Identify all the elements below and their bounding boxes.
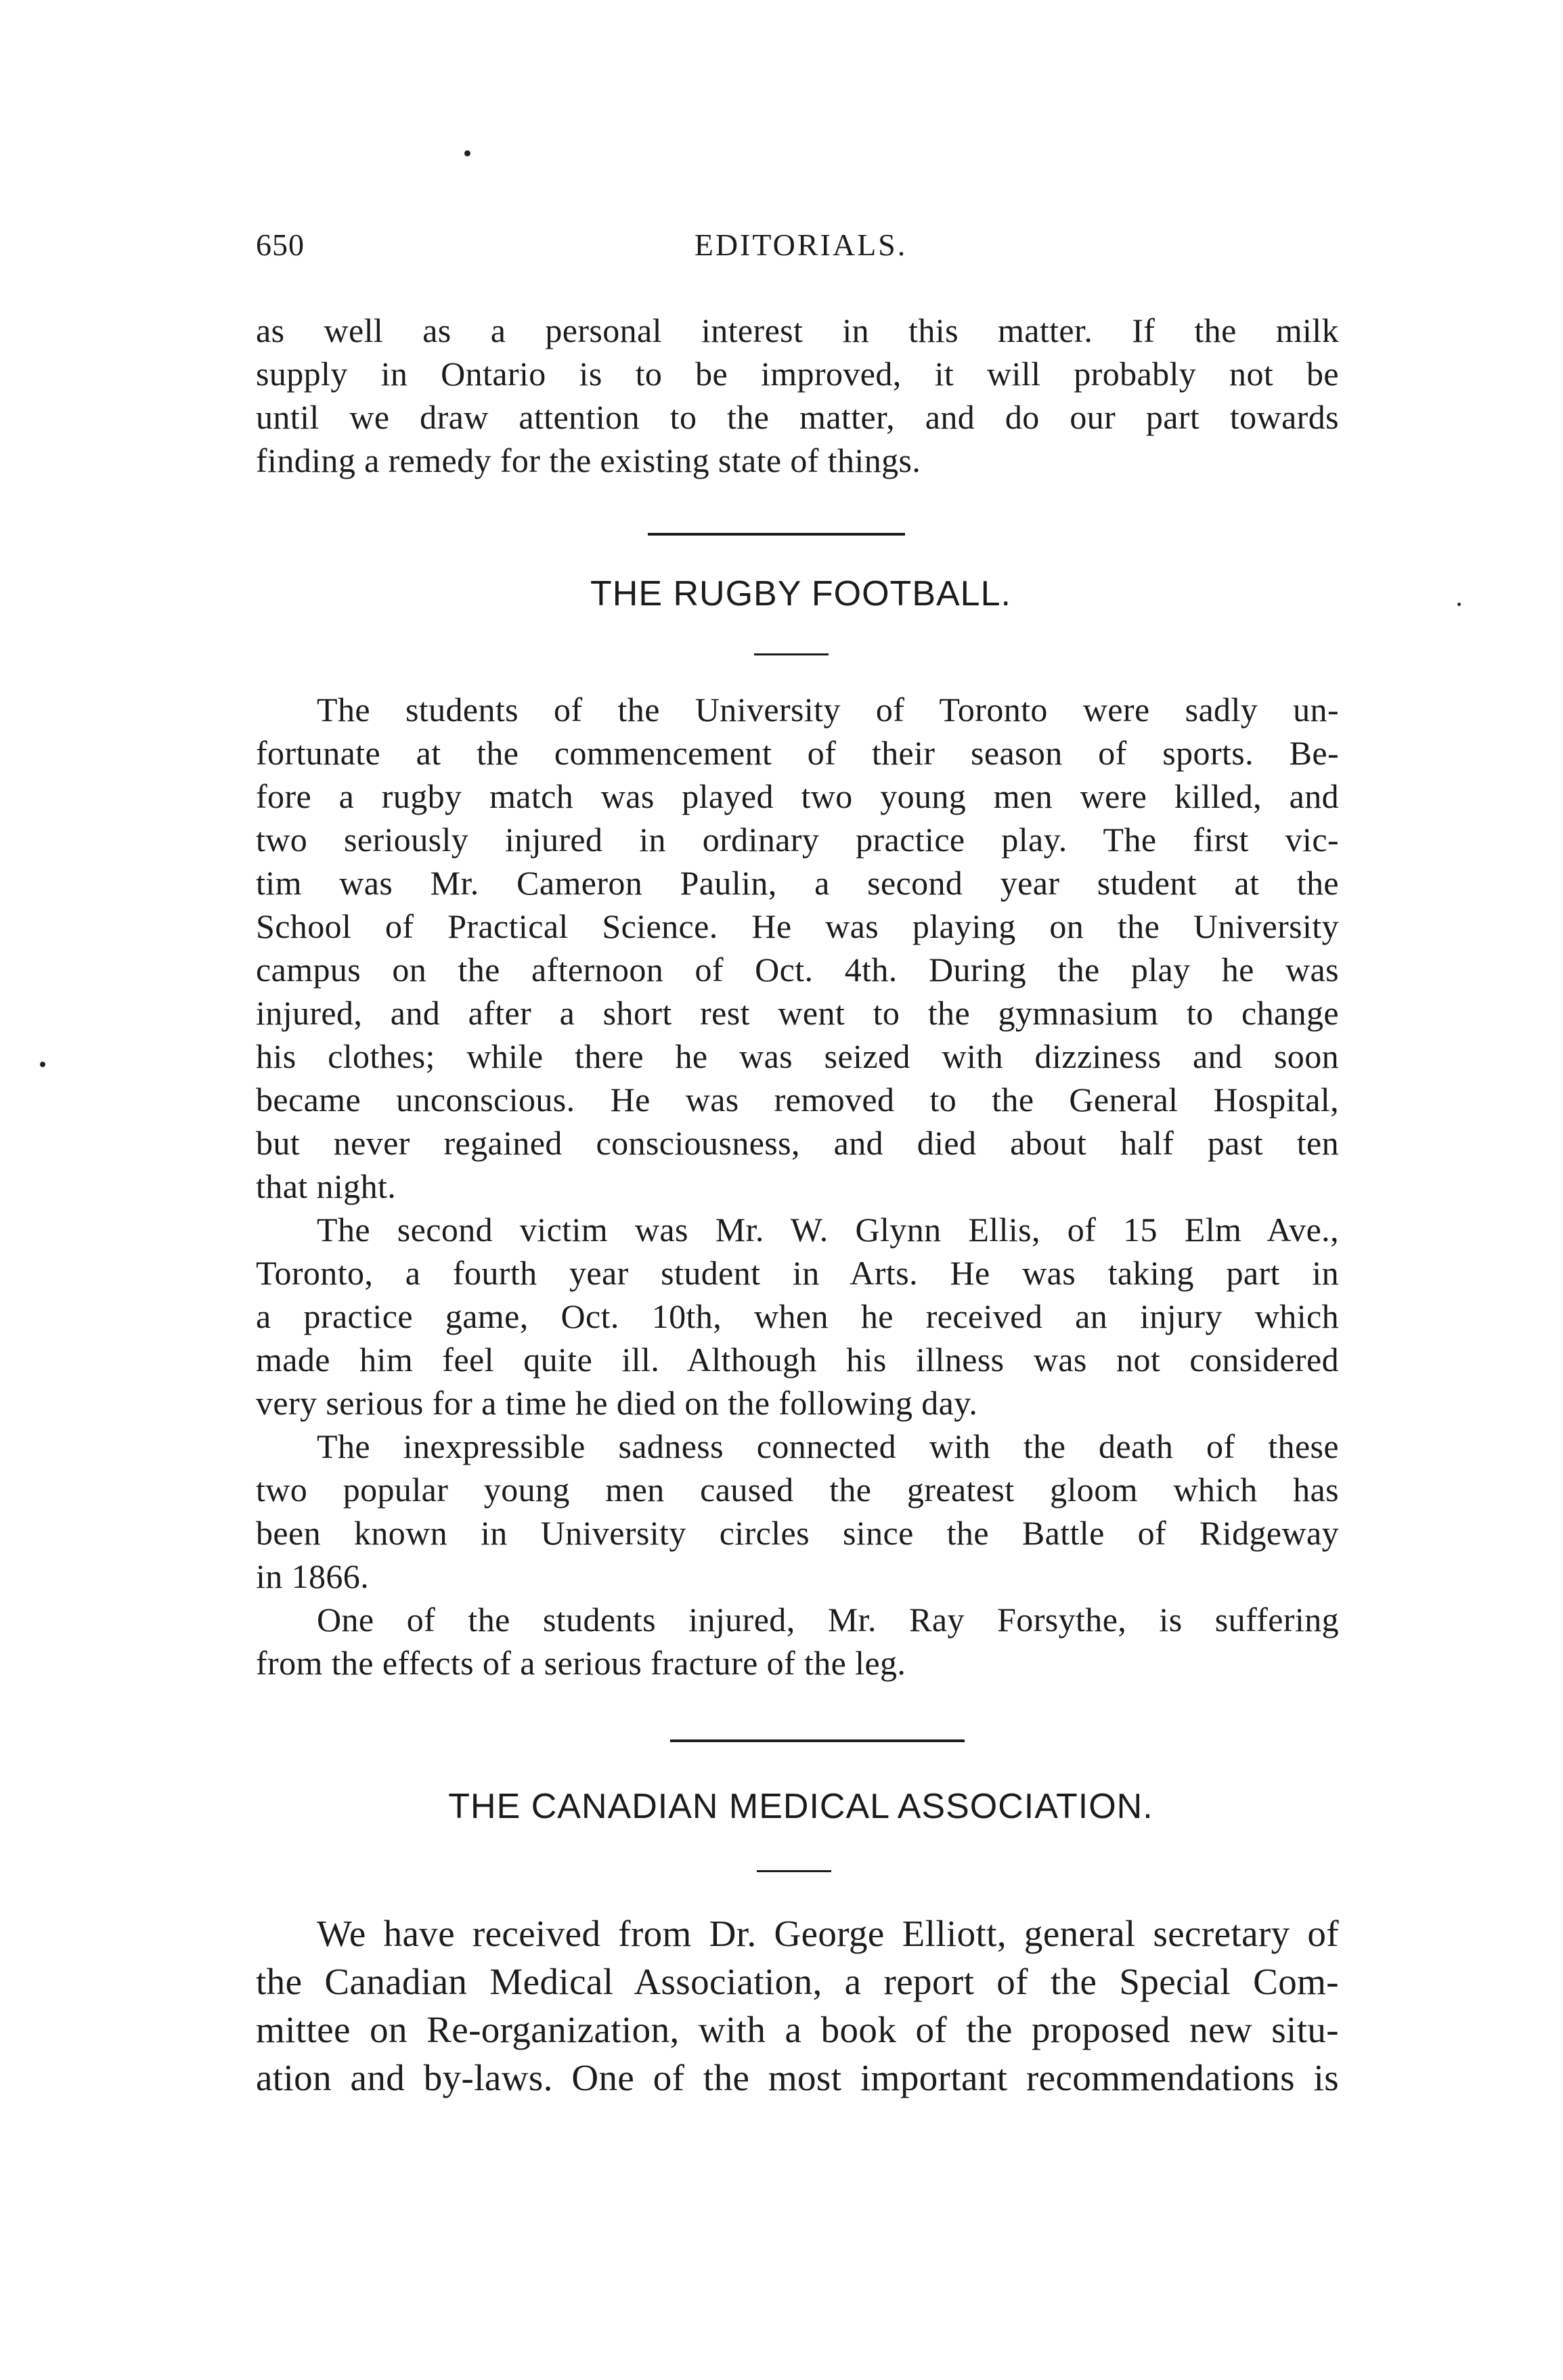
text-line: tim was Mr. Cameron Paulin, a second year student at the (256, 864, 1339, 902)
text-line: campus on the afternoon of Oct. 4th. During the play he was (256, 951, 1339, 989)
page-number: 650 (256, 228, 305, 262)
text-line: two popular young men caused the greatest gloom which has (256, 1471, 1339, 1509)
text-line: as well as a personal interest in this matter. If the milk (256, 311, 1339, 349)
text-line: The inexpressible sadness connected with the death of these (317, 1427, 1339, 1465)
ink-speck (40, 1062, 45, 1067)
text-line: We have received from Dr. George Elliott, general secretary of (317, 1913, 1339, 1954)
text-line: until we draw attention to the matter, and do our part towards (256, 398, 1339, 436)
text-line: in 1866. (256, 1557, 370, 1595)
text-line: became unconscious. He was removed to the General Hospital, (256, 1081, 1339, 1119)
heading-rule (757, 1870, 831, 1872)
text-line: fore a rugby match was played two young men were killed, and (256, 777, 1339, 815)
text-line: the Canadian Medical Association, a report of the Special Com- (256, 1961, 1339, 2002)
text-line: from the effects of a serious fracture of the leg. (256, 1644, 906, 1682)
text-line: but never regained consciousness, and died about half past ten (256, 1124, 1339, 1162)
text-line: School of Practical Science. He was playing on the University (256, 907, 1339, 945)
ink-speck (1457, 603, 1461, 606)
text-line: a practice game, Oct. 10th, when he received an injury which (256, 1297, 1339, 1335)
text-line: mittee on Re-organization, with a book of the proposed new situ- (256, 2009, 1339, 2050)
section-divider (670, 1739, 965, 1742)
text-line: that night. (256, 1167, 397, 1205)
text-line: finding a remedy for the existing state of things. (256, 441, 921, 479)
text-line: two seriously injured in ordinary practice play. The first vic- (256, 821, 1339, 859)
text-line: The second victim was Mr. W. Glynn Ellis, of 15 Elm Ave., (317, 1211, 1339, 1249)
text-line: Toronto, a fourth year student in Arts. He was taking part in (256, 1254, 1339, 1292)
text-line: made him feel quite ill. Although his illness was not considered (256, 1341, 1339, 1379)
running-title: EDITORIALS. (694, 228, 908, 262)
text-line: One of the students injured, Mr. Ray Forsythe, is suffering (317, 1601, 1339, 1639)
page-header (256, 227, 1346, 267)
section-divider (648, 533, 905, 536)
ink-speck (464, 150, 470, 156)
text-line: ation and by-laws. One of the most important recommendations is (256, 2057, 1339, 2098)
text-line: injured, and after a short rest went to the gymnasium to change (256, 994, 1339, 1032)
text-line: fortunate at the commencement of their season of sports. Be- (256, 734, 1339, 772)
text-line: supply in Ontario is to be improved, it will probably not be (256, 355, 1339, 393)
text-line: very serious for a time he died on the following day. (256, 1384, 978, 1422)
section-heading: THE RUGBY FOOTBALL. (590, 574, 1011, 613)
text-line: his clothes; while there he was seized with dizziness and soon (256, 1037, 1339, 1075)
text-line: been known in University circles since the Battle of Ridgeway (256, 1514, 1339, 1552)
section-heading: THE CANADIAN MEDICAL ASSOCIATION. (448, 1787, 1153, 1826)
text-line: The students of the University of Toronto were sadly un- (317, 691, 1339, 729)
heading-rule (754, 653, 829, 655)
